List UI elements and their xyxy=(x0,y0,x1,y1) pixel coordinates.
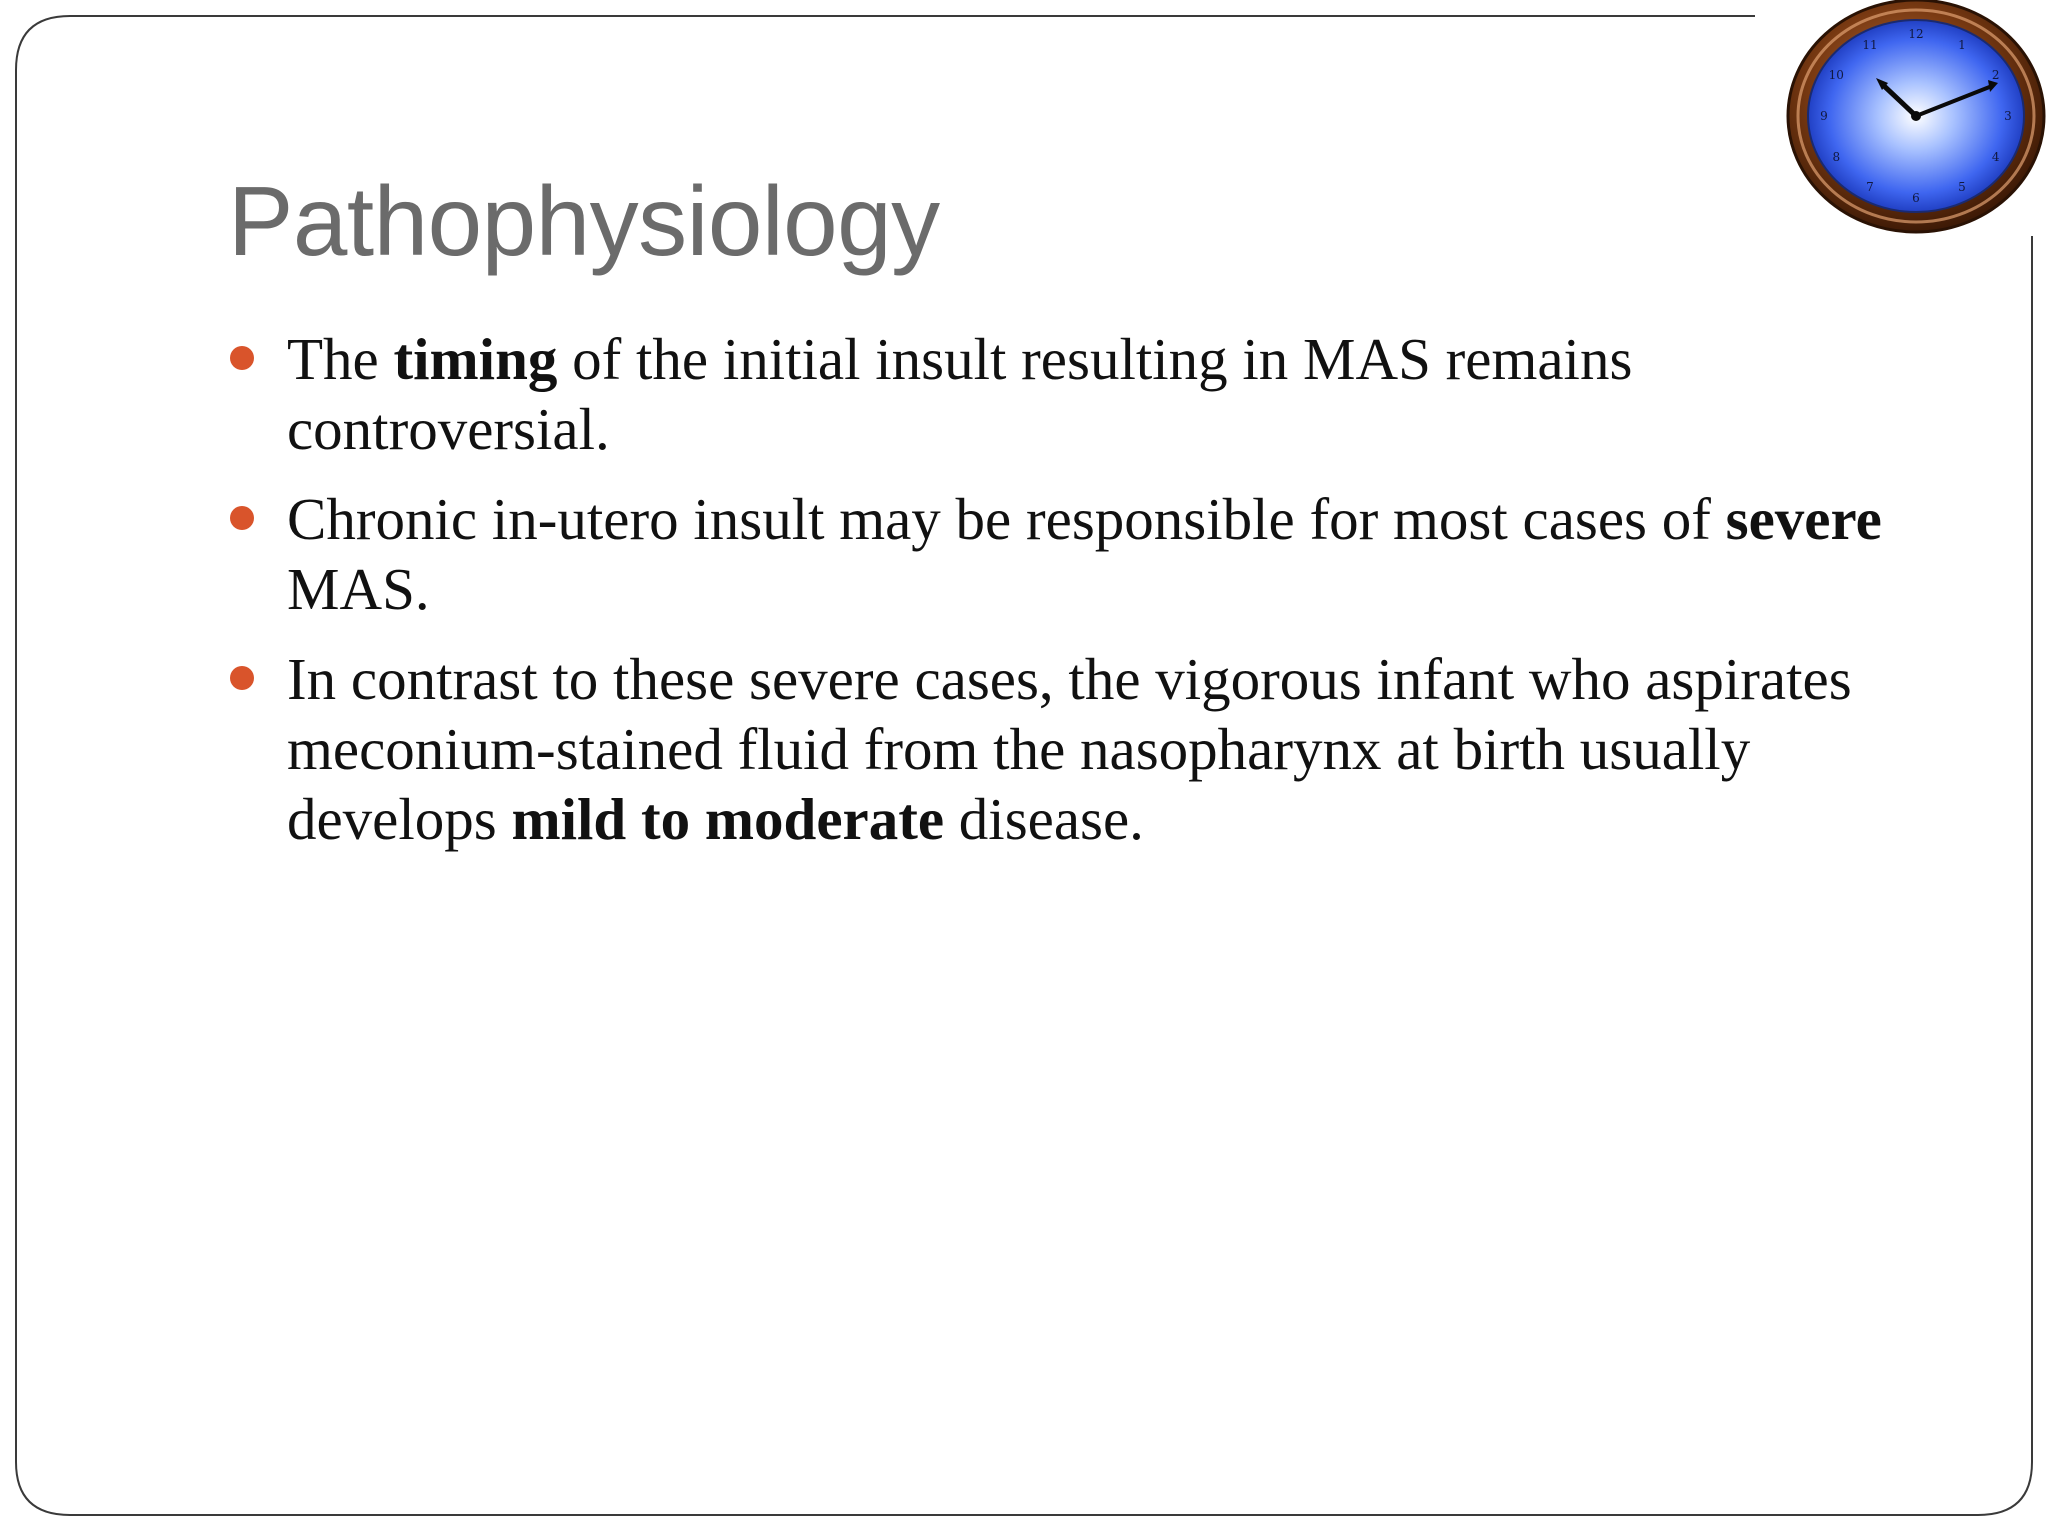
bullet-item xyxy=(228,644,1918,854)
bullet-item xyxy=(228,484,1918,624)
bullet-text: MAS. xyxy=(287,556,430,622)
bullet-emphasis: mild to moderate xyxy=(511,786,945,852)
clock-numeral: 11 xyxy=(1862,38,1878,52)
bullet-marker xyxy=(230,666,254,690)
clock-numeral: 3 xyxy=(2004,109,2012,123)
bullet-text: Chronic in-utero insult may be responsible for most cases of xyxy=(287,486,1726,552)
bullet-text: of the initial insult resulting in MAS remains controversial. xyxy=(287,326,1633,462)
clock-numeral: 12 xyxy=(1908,27,1924,41)
slide-title: Pathophysiology xyxy=(228,166,940,276)
bullet-marker xyxy=(230,506,254,530)
clock-numeral: 7 xyxy=(1866,180,1874,194)
clock-numeral: 6 xyxy=(1912,191,1920,205)
clock-numeral: 2 xyxy=(1991,68,2000,82)
bullet-text: disease. xyxy=(944,786,1144,852)
bullet-text: The xyxy=(287,326,394,392)
clock-numeral: 1 xyxy=(1958,38,1966,52)
clock-numeral: 4 xyxy=(1991,150,2000,164)
clock-numeral: 9 xyxy=(1820,109,1828,123)
wall-clock-icon xyxy=(1784,0,2048,236)
bullet-text: In contrast to these severe cases, the vigorous infant who aspirates meconium-stained fluid from the nasopharynx at birth usually develops xyxy=(287,646,1852,852)
bullet-emphasis: timing xyxy=(393,326,558,392)
clock-numeral: 10 xyxy=(1828,68,1844,82)
bullet-marker xyxy=(230,346,254,370)
clock-numeral: 5 xyxy=(1958,180,1966,194)
bullet-emphasis: severe xyxy=(1725,486,1882,552)
bullet-item xyxy=(228,324,1918,464)
clock-numeral: 8 xyxy=(1832,150,1841,164)
clock-image xyxy=(1784,0,2048,236)
bullet-list xyxy=(228,324,1918,874)
